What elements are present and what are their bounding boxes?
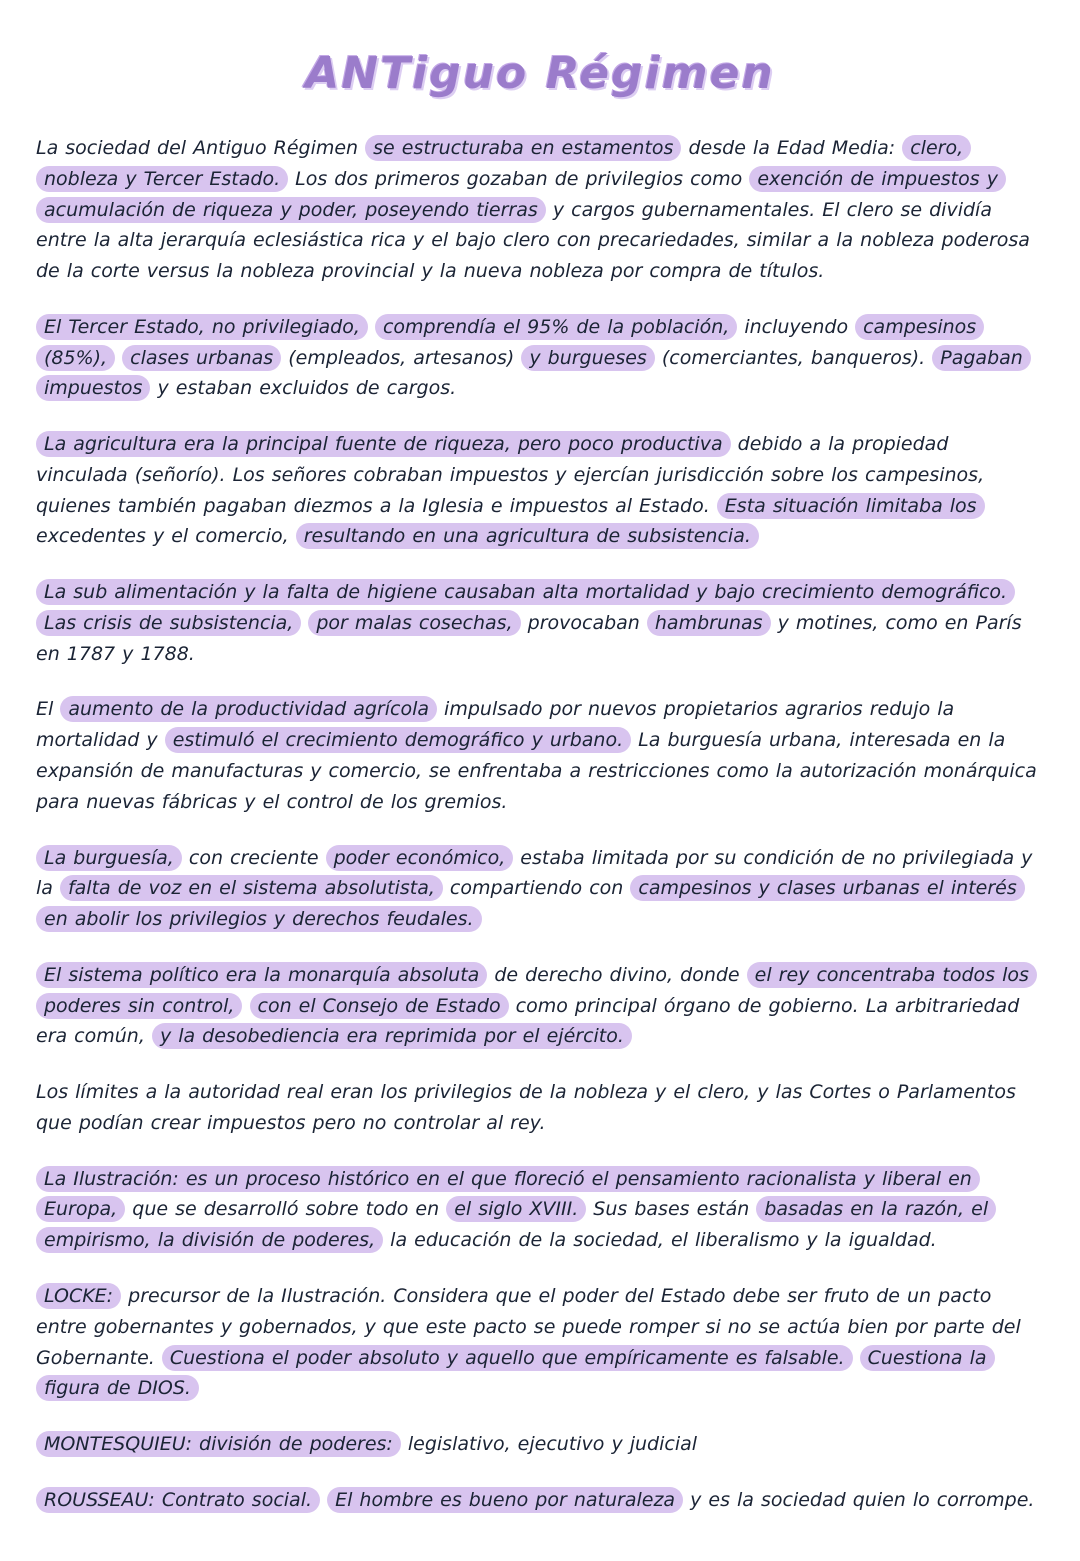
paragraph xyxy=(36,1281,1044,1404)
highlighted-segment: MONTESQUIEU: división de poderes: xyxy=(36,1431,401,1457)
highlighted-segment: basadas en la razón, el empirismo, la división de poderes, xyxy=(36,1196,996,1253)
highlighted-segment: Las crisis de subsistencia, xyxy=(36,610,301,636)
text-segment: impulsado por nuevos propietarios agrarios redujo la mortalidad y xyxy=(36,698,955,752)
highlighted-segment: exención de impuestos y acumulación de riqueza y poder, poseyendo tierras xyxy=(36,166,1006,223)
paragraph xyxy=(36,577,1044,669)
text-segment: debido a la propiedad vinculada (señorío). Los señores cobraban impuestos y ejercían jurisdicción sobre los campesinos, quienes también pagaban diezmos a la Iglesia e impuestos al Estado. xyxy=(36,433,985,517)
text-segment xyxy=(242,995,249,1017)
text-segment: Los dos primeros gozaban de privilegios como xyxy=(288,167,750,190)
text-segment xyxy=(368,316,375,338)
text-segment: de derecho divino, donde xyxy=(487,963,747,986)
paragraph xyxy=(36,312,1044,404)
highlighted-segment: campesinos y clases urbanas el interés en abolir los privilegios y derechos feudales. xyxy=(36,875,1025,932)
paragraph xyxy=(36,1077,1044,1139)
text-segment: (empleados, artesanos) xyxy=(281,346,522,369)
highlighted-segment: La burguesía, xyxy=(36,845,182,871)
highlighted-segment: El Tercer Estado, no privilegiado, xyxy=(36,314,368,340)
highlighted-segment: y burgueses xyxy=(521,345,654,371)
highlighted-segment: estimuló el crecimiento demográfico y urbano. xyxy=(165,727,631,753)
highlighted-segment: La agricultura era la principal fuente de riqueza, pero poco productiva xyxy=(36,431,731,457)
paragraph xyxy=(36,1485,1044,1516)
text-segment: legislativo, ejecutivo y judicial xyxy=(400,1433,698,1456)
highlighted-segment: resultando en una agricultura de subsistencia. xyxy=(296,523,759,549)
highlighted-segment: El hombre es bueno por naturaleza xyxy=(327,1487,683,1513)
highlighted-segment: La sub alimentación y la falta de higiene causaban alta mortalidad y bajo crecimiento demográfico. xyxy=(36,579,1015,605)
paragraph xyxy=(36,1429,1044,1460)
paragraph xyxy=(36,133,1044,287)
text-segment: desde la Edad Media: xyxy=(681,137,903,159)
paragraph xyxy=(36,843,1044,935)
text-segment: y estaban excluidos de cargos. xyxy=(150,377,457,400)
highlighted-segment: clero, nobleza y Tercer Estado. xyxy=(36,135,971,192)
text-segment: con creciente xyxy=(181,846,326,869)
highlighted-segment: Pagaban impuestos xyxy=(36,345,1031,402)
text-segment xyxy=(853,1347,860,1369)
text-segment: (comerciantes, banqueros). xyxy=(654,346,933,369)
highlighted-segment: por malas cosechas, xyxy=(308,610,520,636)
notes-body xyxy=(36,133,1044,1516)
highlighted-segment: el siglo XVIII. xyxy=(446,1196,586,1222)
highlighted-segment: comprendía el 95% de la población, xyxy=(375,314,737,340)
highlighted-segment: poder económico, xyxy=(326,845,514,871)
text-segment: y cargos gubernamentales. El clero se dividía entre la alta jerarquía eclesiástica rica y el bajo clero con precariedades, similar a la nobleza poderosa de la corte versus la nobleza provincial y la nueva nobleza por compra de títulos. xyxy=(36,198,1030,283)
text-segment: incluyendo xyxy=(737,315,856,338)
highlighted-segment: el rey concentraba todos los poderes sin control, xyxy=(36,962,1037,1019)
highlighted-segment: ROUSSEAU: Contrato social. xyxy=(36,1487,320,1513)
highlighted-segment: Cuestiona el poder absoluto y aquello que empíricamente es falsable. xyxy=(162,1345,853,1371)
highlighted-segment: El sistema político era la monarquía absoluta xyxy=(36,962,487,988)
highlighted-segment: con el Consejo de Estado xyxy=(250,993,509,1019)
text-segment: provocaban xyxy=(520,611,647,634)
text-segment: que se desarrolló sobre todo en xyxy=(125,1198,447,1221)
highlighted-segment: y la desobediencia era reprimida por el ejército. xyxy=(152,1023,632,1049)
highlighted-segment: clases urbanas xyxy=(122,345,281,371)
text-segment: Los límites a la autoridad real eran los privilegios de la nobleza y el clero, y las Cortes o Parlamentos que podían crear impuestos pero no controlar al rey. xyxy=(36,1081,1016,1134)
highlighted-segment: se estructuraba en estamentos xyxy=(365,135,681,161)
paragraph xyxy=(36,429,1044,552)
highlighted-segment: La Ilustración: es un proceso histórico en el que floreció el pensamiento racionalista y liberal en Europa, xyxy=(36,1166,980,1223)
highlighted-segment: hambrunas xyxy=(647,610,771,636)
paragraph xyxy=(36,1164,1044,1256)
text-segment: precursor de la Ilustración. Considera que el poder del Estado debe ser fruto de un pacto entre gobernantes y gobernados, y que este pacto se puede romper si no se actúa bien por parte del Gobernante. xyxy=(36,1284,1021,1369)
text-segment: Sus bases están xyxy=(586,1198,757,1221)
text-segment: la educación de la sociedad, el liberalismo y la igualdad. xyxy=(383,1229,937,1252)
text-segment: El xyxy=(36,698,61,721)
highlighted-segment: Cuestiona la figura de DIOS. xyxy=(36,1345,995,1402)
text-segment: La sociedad del Antiguo Régimen xyxy=(36,137,366,159)
paragraph xyxy=(36,694,1044,817)
text-segment: y es la sociedad quien lo corrompe. xyxy=(683,1488,1035,1511)
highlighted-segment: falta de voz en el sistema absolutista, xyxy=(60,875,443,901)
highlighted-segment: LOCKE: xyxy=(36,1283,121,1309)
page-title: ANTiguo Régimen xyxy=(305,48,775,99)
text-segment: La burguesía urbana, interesada en la expansión de manufacturas y comercio, se enfrentaba a restricciones como la autorización monárquica para nuevas fábricas y el control de los gremios. xyxy=(36,729,1037,813)
highlighted-segment: campesinos (85%), xyxy=(36,314,984,371)
text-segment: estaba limitada por su condición de no privilegiada y la xyxy=(36,846,1033,900)
text-segment: compartiendo con xyxy=(442,877,631,900)
highlighted-segment: aumento de la productividad agrícola xyxy=(60,696,437,722)
highlighted-segment: Esta situación limitaba los xyxy=(717,493,985,519)
text-segment: excedentes y el comercio, xyxy=(36,525,296,548)
paragraph xyxy=(36,960,1044,1052)
text-segment: y motines, como en París en 1787 y 1788. xyxy=(36,611,1022,665)
text-segment: como principal órgano de gobierno. La arbitrariedad era común, xyxy=(36,994,1020,1048)
